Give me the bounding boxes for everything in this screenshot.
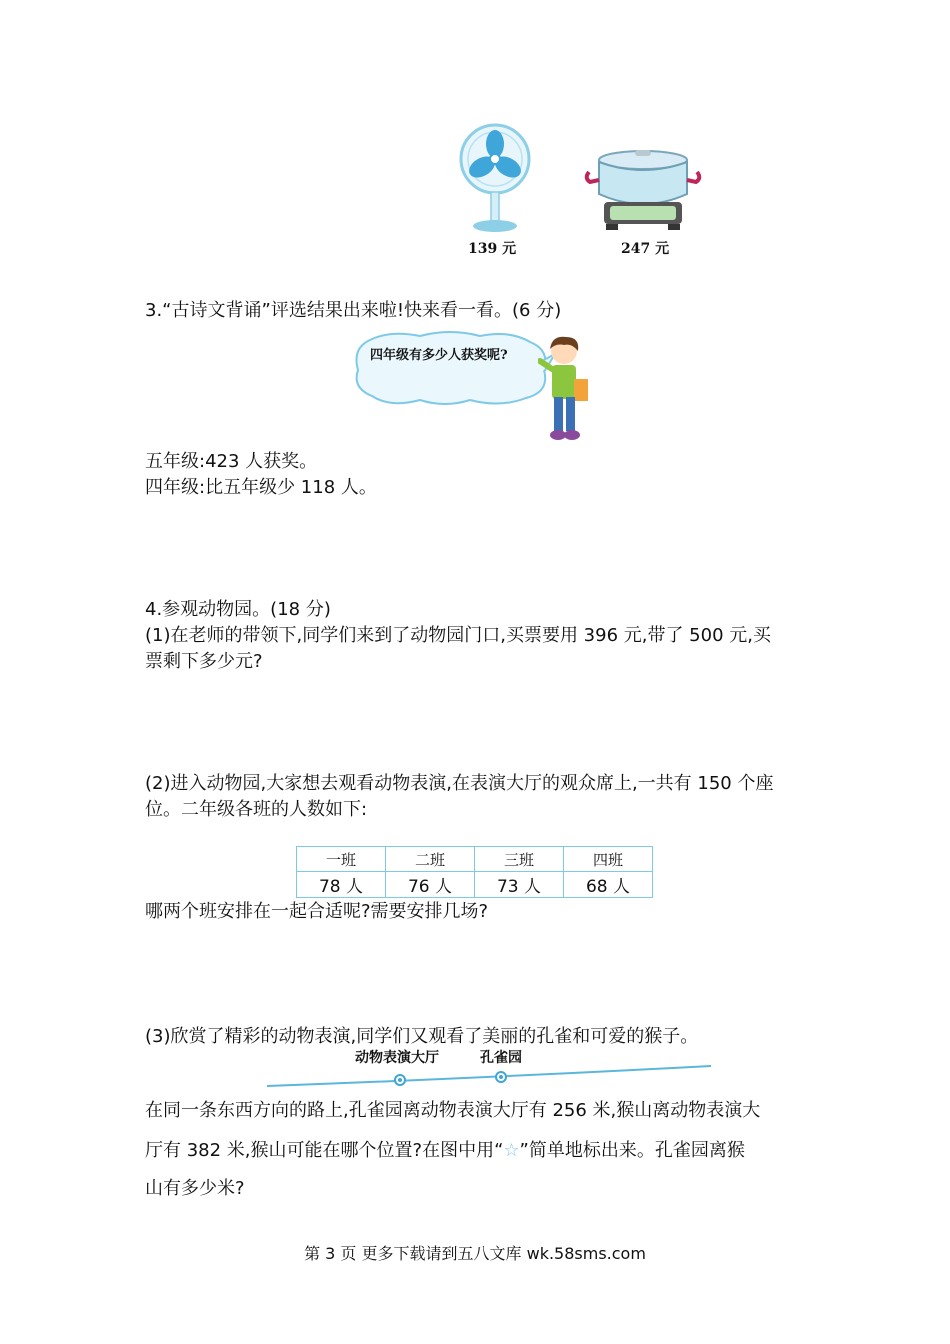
- q4-title: 4.参观动物园。(18 分): [145, 599, 331, 620]
- page-footer: 第 3 页 更多下载请到五八文库 wk.58sms.com: [304, 1244, 646, 1263]
- q4-part3-line4: 山有多少米?: [145, 1178, 245, 1199]
- table-cell: 76 人: [386, 872, 475, 898]
- pot-price: 247 元: [621, 241, 670, 257]
- table-header-cell: 三班: [475, 847, 564, 872]
- table-cell: 68 人: [564, 872, 653, 898]
- q4-part3-line1: (3)欣赏了精彩的动物表演,同学们又观看了美丽的孔雀和可爱的猴子。: [145, 1026, 699, 1047]
- table-header-cell: 二班: [386, 847, 475, 872]
- fan-price: 139 元: [468, 241, 517, 257]
- star-icon: ☆: [503, 1140, 520, 1161]
- table-header-row: [297, 847, 653, 872]
- q4-part3-line3: [145, 1138, 745, 1164]
- table-row: [297, 872, 653, 898]
- speech-bubble-text: 四年级有多少人获奖呢?: [370, 348, 508, 363]
- q4-part2-line1: (2)进入动物园,大家想去观看动物表演,在表演大厅的观众席上,一共有 150 个座: [145, 773, 774, 794]
- map-label-peacock: 孔雀园: [480, 1050, 522, 1066]
- q4-part3-line3-b: ”简单地标出来。孔雀园离猴: [519, 1140, 745, 1161]
- boy-icon: [538, 335, 594, 447]
- q4-part2-question: 哪两个班安排在一起合适呢?需要安排几场?: [145, 901, 489, 922]
- q3-line-grade5: 五年级:423 人获奖。: [145, 451, 318, 472]
- class-size-table: [296, 846, 653, 898]
- speech-bubble: [350, 330, 556, 408]
- q3-title: 3.“古诗文背诵”评选结果出来啦!快来看一看。(6 分): [145, 300, 562, 321]
- table-header-cell: 四班: [564, 847, 653, 872]
- pot-icon: [584, 148, 702, 234]
- fan-icon: [455, 122, 535, 234]
- map-label-hall: 动物表演大厅: [355, 1050, 439, 1066]
- road-line: [265, 1062, 715, 1092]
- q4-part3-line2: 在同一条东西方向的路上,孔雀园离动物表演大厅有 256 米,猴山离动物表演大: [145, 1100, 761, 1121]
- table-cell: 73 人: [475, 872, 564, 898]
- q3-line-grade4: 四年级:比五年级少 118 人。: [145, 477, 377, 498]
- q4-part2-line2: 位。二年级各班的人数如下:: [145, 799, 368, 820]
- q4-part3-line3-a: 厅有 382 米,猴山可能在哪个位置?在图中用“: [145, 1140, 504, 1161]
- table-header-cell: 一班: [297, 847, 386, 872]
- q4-part1-line1: (1)在老师的带领下,同学们来到了动物园门口,买票要用 396 元,带了 500 元,买: [145, 625, 771, 646]
- table-cell: 78 人: [297, 872, 386, 898]
- q4-part1-line2: 票剩下多少元?: [145, 651, 263, 672]
